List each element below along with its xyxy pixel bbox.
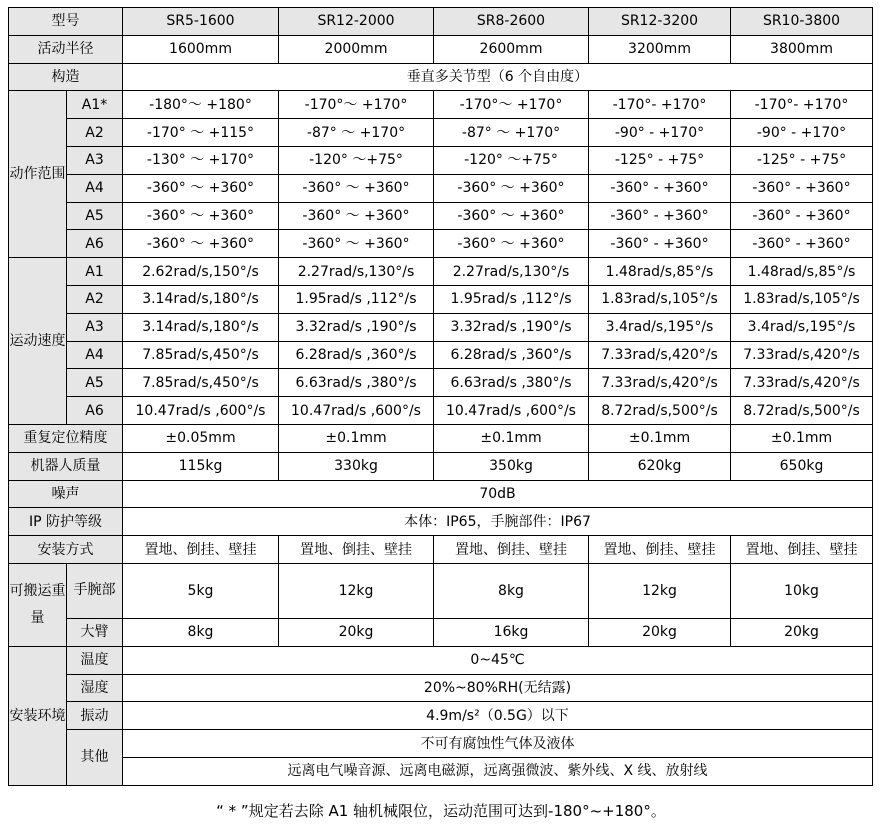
speed-value: 6.63rad/s ,380°/s	[434, 369, 589, 397]
env-other-line: 远离电气噪音源、远离电磁源，远离强微波、紫外线、X 线、放射线	[123, 757, 873, 785]
row-env-other-2	[9, 757, 873, 785]
env-humidity-value: 20%~80%RH(无结露)	[123, 674, 873, 702]
row-structure	[9, 63, 873, 91]
env-other-line: 不可有腐蚀性气体及液体	[123, 730, 873, 758]
row-speed-a5	[9, 369, 873, 397]
axis-label: A3	[67, 146, 123, 174]
row-payload-wrist	[9, 563, 873, 618]
env-temperature-value: 0~45℃	[123, 646, 873, 674]
row-env-humidity	[9, 674, 873, 702]
mass-value: 620kg	[589, 452, 731, 480]
row-ip-rating	[9, 508, 873, 536]
speed-value: 1.48rad/s,85°/s	[589, 258, 731, 286]
speed-value: 1.83rad/s,105°/s	[731, 285, 873, 313]
row-range-a1	[9, 91, 873, 119]
speed-value: 1.83rad/s,105°/s	[589, 285, 731, 313]
range-value: -125° - +75°	[589, 146, 731, 174]
row-range-a6	[9, 230, 873, 258]
env-other-label: 其他	[67, 730, 123, 786]
env-temperature-label: 温度	[67, 646, 123, 674]
payload-arm-value: 8kg	[123, 618, 279, 646]
speed-value: 3.14rad/s,180°/s	[123, 313, 279, 341]
row-env-vibration	[9, 702, 873, 730]
range-value: -170°- +170°	[731, 91, 873, 119]
speed-value: 2.62rad/s,150°/s	[123, 258, 279, 286]
range-value: -360° - +360°	[731, 202, 873, 230]
range-value: -360° ～ +360°	[123, 174, 279, 202]
range-value: -180°～ +180°	[123, 91, 279, 119]
speed-value: 6.28rad/s ,360°/s	[279, 341, 434, 369]
axis-label: A6	[67, 230, 123, 258]
speed-value: 3.4rad/s,195°/s	[589, 313, 731, 341]
speed-label: 运动速度	[9, 258, 67, 425]
range-value: -360° - +360°	[589, 174, 731, 202]
row-speed-a1	[9, 258, 873, 286]
row-speed-a3	[9, 313, 873, 341]
structure-label: 构造	[9, 63, 123, 91]
speed-value: 7.33rad/s,420°/s	[589, 369, 731, 397]
speed-value: 6.63rad/s ,380°/s	[279, 369, 434, 397]
mounting-value: 置地、倒挂、壁挂	[123, 536, 279, 564]
range-value: -170°～ +170°	[434, 91, 589, 119]
range-value: -360° ～ +360°	[279, 174, 434, 202]
payload-arm-value: 20kg	[731, 618, 873, 646]
axis-label: A5	[67, 202, 123, 230]
range-value: -360° - +360°	[589, 230, 731, 258]
axis-label: A2	[67, 285, 123, 313]
row-radius	[9, 35, 873, 63]
row-repeatability	[9, 424, 873, 452]
mass-label: 机器人质量	[9, 452, 123, 480]
ip-rating-label: IP 防护等级	[9, 508, 123, 536]
radius-label: 活动半径	[9, 35, 123, 63]
range-value: -90° - +170°	[731, 119, 873, 147]
model-name: SR12-2000	[279, 8, 434, 36]
range-value: -125° - +75°	[731, 146, 873, 174]
footnote: “ * ”规定若去除 A1 轴机械限位，运动范围可达到-180°~+180°。	[216, 802, 666, 820]
env-vibration-label: 振动	[67, 702, 123, 730]
row-range-a5	[9, 202, 873, 230]
range-value: -360° ～ +360°	[123, 202, 279, 230]
range-value: -360° - +360°	[731, 230, 873, 258]
mounting-label: 安装方式	[9, 536, 123, 564]
speed-value: 1.48rad/s,85°/s	[731, 258, 873, 286]
range-value: -360° ～ +360°	[434, 230, 589, 258]
payload-wrist-value: 12kg	[279, 563, 434, 618]
structure-value: 垂直多关节型（6 个自由度）	[123, 63, 873, 91]
axis-label: A1	[67, 258, 123, 286]
payload-wrist-value: 5kg	[123, 563, 279, 618]
speed-value: 8.72rad/s,500°/s	[731, 397, 873, 425]
range-value: -87° ～ +170°	[279, 119, 434, 147]
axis-label: A2	[67, 119, 123, 147]
radius-value: 2000mm	[279, 35, 434, 63]
payload-label: 可搬运重量	[9, 563, 67, 646]
motion-range-label: 动作范围	[9, 91, 67, 258]
row-mounting	[9, 536, 873, 564]
payload-arm-value: 16kg	[434, 618, 589, 646]
row-env-temperature	[9, 646, 873, 674]
speed-value: 10.47rad/s ,600°/s	[279, 397, 434, 425]
range-value: -360° ～ +360°	[123, 230, 279, 258]
repeatability-value: ±0.1mm	[279, 424, 434, 452]
radius-value: 1600mm	[123, 35, 279, 63]
range-value: -360° - +360°	[731, 174, 873, 202]
row-speed-a2	[9, 285, 873, 313]
speed-value: 3.32rad/s ,190°/s	[434, 313, 589, 341]
row-range-a4	[9, 174, 873, 202]
range-value: -120° ～+75°	[434, 146, 589, 174]
range-value: -87° ～ +170°	[434, 119, 589, 147]
payload-arm-label: 大臂	[67, 618, 123, 646]
range-value: -170° ～ +115°	[123, 119, 279, 147]
payload-wrist-label: 手腕部	[67, 563, 123, 618]
mounting-value: 置地、倒挂、壁挂	[589, 536, 731, 564]
mounting-value: 置地、倒挂、壁挂	[434, 536, 589, 564]
row-mass	[9, 452, 873, 480]
repeatability-value: ±0.05mm	[123, 424, 279, 452]
speed-value: 10.47rad/s ,600°/s	[123, 397, 279, 425]
radius-value: 3800mm	[731, 35, 873, 63]
row-env-other-1	[9, 730, 873, 758]
noise-value: 70dB	[123, 480, 873, 508]
mass-value: 330kg	[279, 452, 434, 480]
speed-value: 7.85rad/s,450°/s	[123, 369, 279, 397]
mass-value: 650kg	[731, 452, 873, 480]
repeatability-value: ±0.1mm	[731, 424, 873, 452]
range-value: -360° ～ +360°	[279, 202, 434, 230]
axis-label: A6	[67, 397, 123, 425]
speed-value: 3.4rad/s,195°/s	[731, 313, 873, 341]
range-value: -360° ～ +360°	[279, 230, 434, 258]
mounting-value: 置地、倒挂、壁挂	[279, 536, 434, 564]
payload-wrist-value: 8kg	[434, 563, 589, 618]
axis-label: A1*	[67, 91, 123, 119]
model-name: SR12-3200	[589, 8, 731, 36]
range-value: -130° ～ +170°	[123, 146, 279, 174]
noise-label: 噪声	[9, 480, 123, 508]
repeatability-value: ±0.1mm	[434, 424, 589, 452]
mass-value: 115kg	[123, 452, 279, 480]
speed-value: 7.33rad/s,420°/s	[731, 341, 873, 369]
axis-label: A4	[67, 174, 123, 202]
range-value: -120° ～+75°	[279, 146, 434, 174]
ip-rating-value: 本体：IP65，手腕部件：IP67	[123, 508, 873, 536]
range-value: -360° ～ +360°	[434, 174, 589, 202]
env-humidity-label: 湿度	[67, 674, 123, 702]
axis-label: A5	[67, 369, 123, 397]
range-value: -170°- +170°	[589, 91, 731, 119]
spec-table-container	[8, 7, 873, 786]
model-label: 型号	[9, 8, 123, 36]
model-name: SR5-1600	[123, 8, 279, 36]
radius-value: 2600mm	[434, 35, 589, 63]
range-value: -360° ～ +360°	[434, 202, 589, 230]
payload-wrist-value: 12kg	[589, 563, 731, 618]
speed-value: 1.95rad/s ,112°/s	[434, 285, 589, 313]
range-value: -90° - +170°	[589, 119, 731, 147]
payload-wrist-value: 10kg	[731, 563, 873, 618]
row-speed-a6	[9, 397, 873, 425]
row-noise	[9, 480, 873, 508]
speed-value: 7.85rad/s,450°/s	[123, 341, 279, 369]
mounting-value: 置地、倒挂、壁挂	[731, 536, 873, 564]
range-value: -360° - +360°	[589, 202, 731, 230]
axis-label: A4	[67, 341, 123, 369]
axis-label: A3	[67, 313, 123, 341]
env-vibration-value: 4.9m/s²（0.5G）以下	[123, 702, 873, 730]
speed-value: 8.72rad/s,500°/s	[589, 397, 731, 425]
row-speed-a4	[9, 341, 873, 369]
row-payload-arm	[9, 618, 873, 646]
row-model	[9, 8, 873, 36]
payload-arm-value: 20kg	[279, 618, 434, 646]
payload-arm-value: 20kg	[589, 618, 731, 646]
range-value: -170°～ +170°	[279, 91, 434, 119]
speed-value: 6.28rad/s ,360°/s	[434, 341, 589, 369]
model-name: SR8-2600	[434, 8, 589, 36]
row-range-a2	[9, 119, 873, 147]
speed-value: 2.27rad/s,130°/s	[434, 258, 589, 286]
radius-value: 3200mm	[589, 35, 731, 63]
spec-table	[8, 7, 873, 786]
row-range-a3	[9, 146, 873, 174]
speed-value: 7.33rad/s,420°/s	[731, 369, 873, 397]
model-name: SR10-3800	[731, 8, 873, 36]
speed-value: 1.95rad/s ,112°/s	[279, 285, 434, 313]
speed-value: 7.33rad/s,420°/s	[589, 341, 731, 369]
speed-value: 2.27rad/s,130°/s	[279, 258, 434, 286]
environment-label: 安装环境	[9, 646, 67, 785]
repeatability-label: 重复定位精度	[9, 424, 123, 452]
mass-value: 350kg	[434, 452, 589, 480]
repeatability-value: ±0.1mm	[589, 424, 731, 452]
speed-value: 3.14rad/s,180°/s	[123, 285, 279, 313]
speed-value: 3.32rad/s ,190°/s	[279, 313, 434, 341]
speed-value: 10.47rad/s ,600°/s	[434, 397, 589, 425]
